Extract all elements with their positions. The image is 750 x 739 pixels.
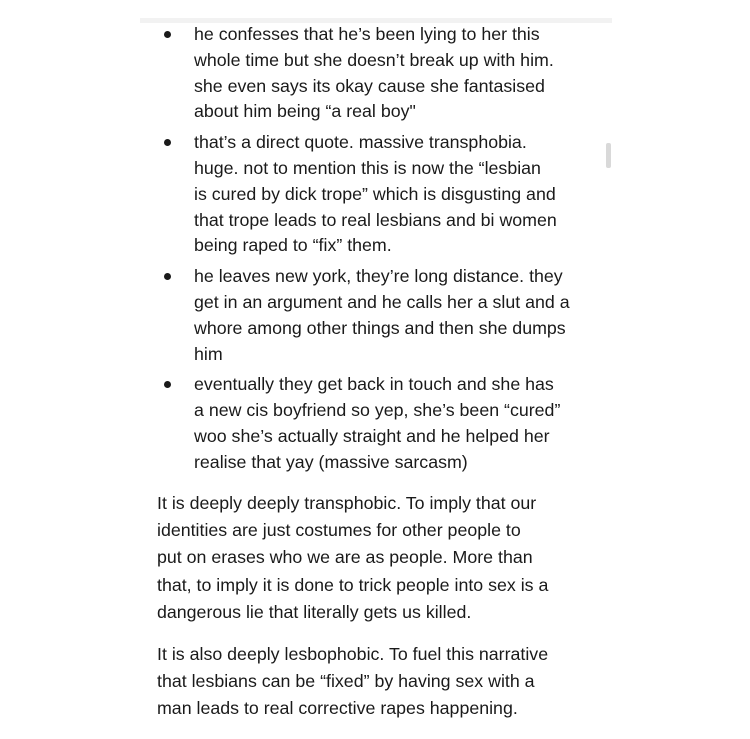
list-item [157, 372, 597, 475]
text-line: put on erases who we are as people. More than [157, 547, 533, 568]
list-item [157, 264, 597, 367]
scroll-indicator[interactable] [606, 143, 611, 168]
text-line: about him being “a real boy" [194, 101, 416, 122]
bullet-icon [164, 273, 171, 280]
paragraph-transphobic [157, 490, 597, 627]
text-line: dangerous lie that literally gets us killed. [157, 602, 472, 623]
text-line: man leads to real corrective rapes happening. [157, 698, 518, 719]
text-line: huge. not to mention this is now the “lesbian [194, 157, 541, 178]
text-line: that lesbians can be “fixed” by having sex with a [157, 670, 535, 691]
text-line: woo she’s actually straight and he helped her [194, 425, 550, 446]
text-line: get in an argument and he calls her a slut and a [194, 291, 570, 312]
text-line: that’s a direct quote. massive transphobia. [194, 132, 527, 153]
text-line: whore among other things and then she dumps [194, 317, 566, 338]
bullet-icon [164, 31, 171, 38]
text-line: is cured by dick trope” which is disgusting and [194, 183, 556, 204]
text-line: identities are just costumes for other people to [157, 519, 521, 540]
text-line: It is also deeply lesbophobic. To fuel this narrative [157, 643, 549, 664]
text-line: him [194, 343, 223, 364]
list-item [157, 130, 597, 259]
text-line: he confesses that he’s been lying to her this [194, 24, 540, 44]
list-item [157, 22, 597, 125]
text-line: It is deeply deeply transphobic. To imply that our [157, 492, 537, 513]
text-line: that, to imply it is done to trick people into sex is a [157, 574, 549, 595]
text-line: that trope leads to real lesbians and bi women [194, 209, 557, 230]
bullet-icon [164, 139, 171, 146]
text-line: a new cis boyfriend so yep, she’s been “cured” [194, 400, 561, 421]
text-line: being raped to “fix” them. [194, 235, 392, 256]
paragraph-lesbophobic [157, 641, 597, 723]
text-line: he leaves new york, they’re long distance. they [194, 266, 563, 287]
text-line: she even says its okay cause she fantasised [194, 75, 545, 96]
bullet-icon [164, 381, 171, 388]
bullet-list [157, 22, 597, 476]
post-body [157, 22, 597, 723]
text-line: whole time but she doesn’t break up with him. [194, 49, 554, 70]
text-line: eventually they get back in touch and she has [194, 374, 554, 395]
text-line: realise that yay (massive sarcasm) [194, 451, 468, 472]
